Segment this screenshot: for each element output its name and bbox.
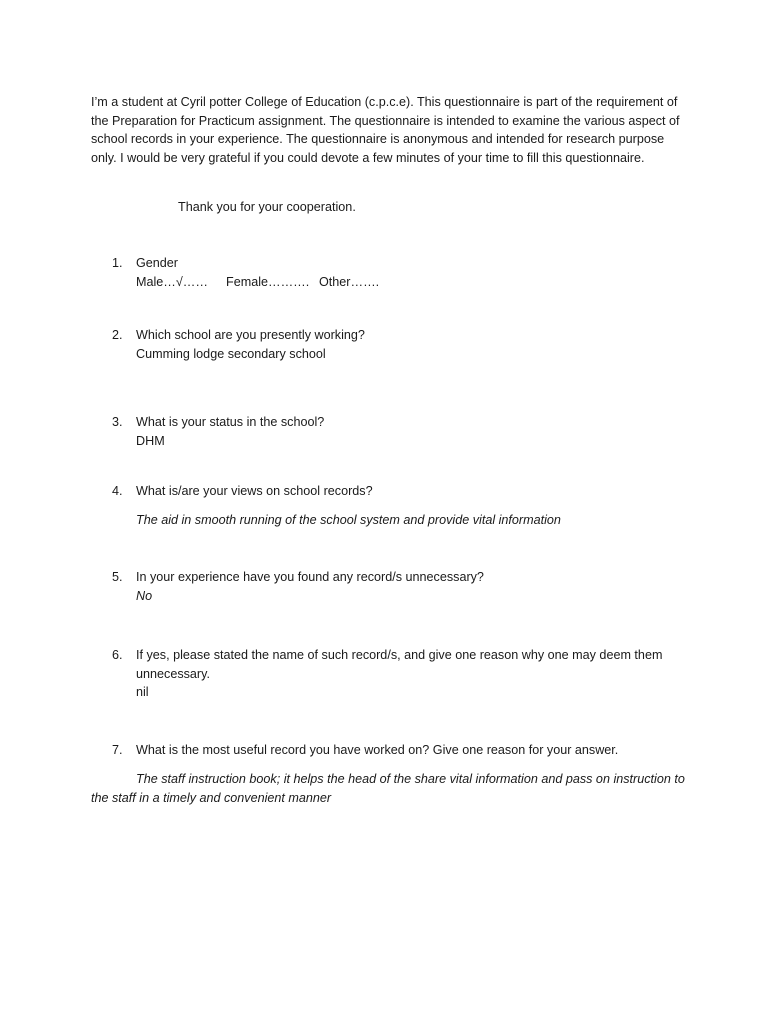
question-text: What is/are your views on school records? [136, 484, 373, 498]
question-3 [112, 413, 702, 450]
question-4 [112, 482, 702, 529]
question-number: 5. [112, 570, 123, 584]
question-2 [112, 326, 702, 363]
question-6 [112, 646, 702, 702]
question-text: Which school are you presently working? [136, 328, 365, 342]
gender-option-female: Female………. [226, 274, 310, 289]
thank-you-line: Thank you for your cooperation. [178, 200, 356, 214]
answer-text: DHM [136, 433, 165, 448]
gender-options [136, 273, 702, 292]
question-7 [112, 741, 702, 760]
question-text: Gender [136, 256, 179, 270]
question-number: 1. [112, 256, 123, 270]
question-number: 7. [112, 743, 123, 757]
question-number: 2. [112, 328, 123, 342]
gender-option-other: Other……. [319, 274, 380, 289]
answer-text: The aid in smooth running of the school system and provide vital information [136, 512, 561, 527]
answer-text-question-7: The staff instruction book; it helps the head of the share vital information and pass on instruction to the staff in a timely and convenient manner [91, 772, 685, 805]
answer-text: No [136, 588, 153, 603]
intro-paragraph: I’m a student at Cyril potter College of Education (c.p.c.e). This questionnaire is part of the requirement of the Preparation for Practicum assignment. The questionnaire is intended to examine the various aspect of school records in your experience. The questionnaire is anonymous and intended for research purpose only. I would be very grateful if you could devote a few minutes of your time to fill this questionnaire. [91, 95, 680, 165]
question-number: 6. [112, 648, 123, 662]
question-text: What is the most useful record you have worked on? Give one reason for your answer. [136, 743, 619, 757]
question-5 [112, 568, 702, 605]
answer-text: nil [136, 685, 149, 700]
question-text: In your experience have you found any record/s unnecessary? [136, 570, 484, 584]
question-number: 3. [112, 415, 123, 429]
question-1 [112, 254, 702, 291]
answer-text: Cumming lodge secondary school [136, 346, 326, 361]
question-text: What is your status in the school? [136, 415, 325, 429]
question-text: If yes, please stated the name of such record/s, and give one reason why one may deem them unnecessary. [136, 648, 663, 681]
gender-option-male: Male…√…… [136, 274, 208, 289]
question-number: 4. [112, 484, 123, 498]
